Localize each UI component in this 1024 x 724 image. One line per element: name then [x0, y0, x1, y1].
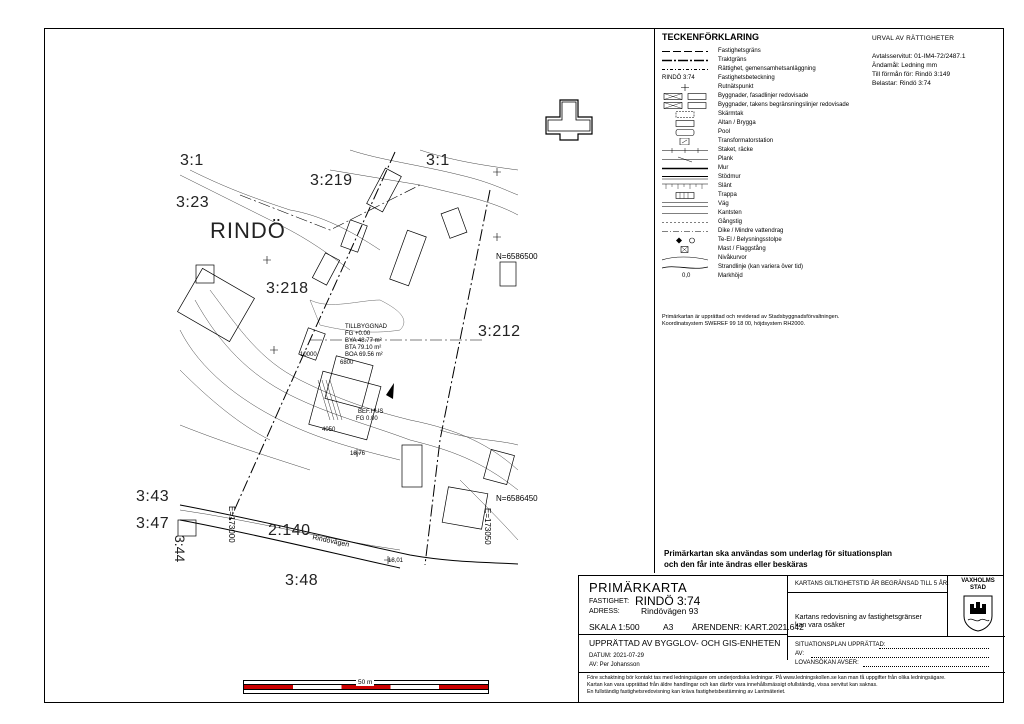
- rights-line: Avtalsservitut: 01-IM4-72/2487.1: [872, 53, 966, 60]
- legend-item: Stödmur: [718, 174, 741, 180]
- coord-n1: N=6586500: [496, 252, 538, 261]
- legend-item: Strandlinje (kan variera över tid): [662, 263, 892, 272]
- house-label: BEF.HUS: [358, 409, 384, 415]
- title-block: [578, 575, 1004, 703]
- coord-e2: E=173050: [483, 508, 492, 545]
- parcel-label-3-218: 3:218: [266, 280, 309, 297]
- road-label: Rindövägen: [311, 534, 350, 549]
- sitplan-av-field[interactable]: [811, 657, 989, 658]
- municipality-crest-icon: [962, 594, 994, 632]
- legend-item: Plank: [662, 155, 892, 164]
- legend-item: Staket, räcke: [662, 146, 892, 155]
- parcel-label-3-23: 3:23: [176, 194, 210, 211]
- parcel-label-3-44: 3:44: [172, 535, 188, 563]
- spot-height-2: 18,01: [388, 558, 404, 564]
- area-name: RINDÖ: [210, 218, 286, 243]
- lovansokan-field[interactable]: [863, 666, 989, 667]
- annex-title: TILLBYGGNAD: [345, 324, 388, 330]
- parcel-label-3-1-west: 3:1: [180, 152, 204, 169]
- legend-item: Väg: [718, 201, 729, 207]
- legend-title: TECKENFÖRKLARING: [662, 32, 759, 42]
- datum: DATUM: 2021-07-29: [589, 653, 644, 659]
- annex-boa: BOA 69.56 m²: [345, 352, 383, 358]
- legend-item: Mur: [718, 165, 729, 171]
- coord-e1: E=173000: [227, 506, 236, 543]
- legend-item: Fastighetsgräns: [718, 48, 761, 54]
- legend-item: Gångstig: [718, 219, 743, 225]
- rights-line: Ändamål: Ledning mm: [872, 62, 938, 69]
- legend-item: Traktgräns: [718, 57, 747, 63]
- municipality-name: VAXHOLMS STAD: [961, 578, 995, 591]
- sitplan-av-label: AV:: [795, 651, 805, 657]
- author: AV: Per Johansson: [589, 662, 640, 668]
- rights-line: Till förmån för: Rindö 3:149: [872, 71, 951, 78]
- legend-item: Altan / Brygga: [662, 119, 892, 128]
- annex-fg: FG +0.00: [345, 331, 371, 337]
- dim-4050: 4050: [322, 427, 336, 433]
- legend-item: Kantsten: [718, 210, 742, 216]
- legend-item: Byggnader, takens begränsningslinjer redovisade: [662, 101, 892, 110]
- legend-item: Skärmtak: [662, 110, 892, 119]
- legend-item: Dike / Mindre vattendrag: [718, 228, 784, 234]
- dim-6800: 6800: [340, 360, 354, 366]
- adress-value: Rindövägen 93: [641, 606, 699, 616]
- house-fg: FG 0.00: [356, 416, 378, 422]
- parcel-label-2-140: 2:140: [268, 522, 311, 539]
- parcel-label-3-1-east: 3:1: [426, 152, 450, 169]
- parcel-label-3-48: 3:48: [285, 572, 319, 589]
- legend-item: Transformatorstation: [662, 137, 892, 146]
- parcel-label-3-43: 3:43: [136, 488, 170, 505]
- legend-item: Pool: [662, 128, 892, 137]
- boundary-note-1: Kartans redovisning av fastighetsgränser: [795, 614, 922, 621]
- legend-item: Slänt: [662, 182, 892, 191]
- lovansokan-label: LOVANSÖKAN AVSER:: [795, 660, 859, 666]
- fastighet-label: FASTIGHET:: [589, 598, 630, 605]
- boundary-note-2: kan vara osäker: [795, 622, 845, 629]
- usage-warning: Primärkartan ska användas som underlag för situationsplan och den får inte ändras eller beskäras: [664, 549, 893, 569]
- title: PRIMÄRKARTA: [589, 580, 688, 595]
- fastighet-value: RINDÖ 3:74: [635, 594, 701, 608]
- skala: SKALA 1:500: [589, 622, 640, 632]
- legend-note: Primärkartan är upprättad och reviderad av Stadsbyggnadsförvaltningen. Koordinatsystem SWEREF 99 18 00, höjdsystem RH2000.: [662, 314, 840, 327]
- rights-panel: [872, 34, 965, 88]
- parcel-label-3-212: 3:212: [478, 323, 521, 340]
- legend-item: RINDÖ 3:74 Fastighetsbeteckning: [662, 75, 775, 81]
- sitplan-label: SITUATIONSPLAN UPPRÄTTAD:: [795, 642, 886, 648]
- adress-label: ADRESS:: [589, 608, 620, 615]
- legend-item: Te-El / Belysningsstolpe: [662, 236, 892, 245]
- arendenr: ÄRENDENR: KART.2021.642: [692, 622, 804, 632]
- legend-item: Rättighet, gemensamhetsanläggning: [718, 66, 816, 72]
- scale-bar: [243, 680, 489, 694]
- rights-line: Belastar: Rindö 3:74: [872, 80, 931, 87]
- legend-item: Trappa: [662, 191, 892, 200]
- legend-item: Byggnader, fasadlinjer redovisade: [662, 92, 892, 101]
- dim-10000: 10000: [300, 352, 317, 358]
- annex-bta: BTA 79.10 m²: [345, 345, 382, 351]
- scale-label: 50 m: [358, 679, 373, 686]
- parcel-label-3-47: 3:47: [136, 515, 170, 532]
- parcel-label-3-219: 3:219: [310, 172, 353, 189]
- annex-bya: BYA 48.77 m²: [345, 338, 382, 344]
- spot-height-1: 18,76: [350, 451, 366, 457]
- coord-n2: N=6586450: [496, 494, 538, 503]
- legend-item: Mast / Flaggstång: [662, 245, 892, 254]
- rights-title: URVAL AV RÄTTIGHETER: [872, 35, 955, 42]
- legend-item: Rutnätspunkt: [662, 83, 892, 92]
- legend-item: Nivåkurvor: [662, 254, 892, 263]
- format: A3: [663, 622, 674, 632]
- sitplan-field[interactable]: [879, 648, 989, 649]
- validity: KARTANS GILTIGHETSTID ÄR BEGRÄNSAD TILL 5 ÅR.: [795, 581, 949, 587]
- prepared-by: UPPRÄTTAD AV BYGGLOV- OCH GIS-ENHETEN: [589, 638, 781, 648]
- legend-item: 0,0 Markhöjd: [682, 273, 743, 279]
- footer-note: Före schaktning bör kontakt tas med ledningsägare om underjordiska ledningar. På www.ledningskollen.se kan man få uppgifter från olika ledningsägare. Kartan kan vara upprättad från äldre handlingar och kan därför vara innehållsmässigt ofullständig, vissa servitut kan saknas. En fullständig fastighetsredovisning kan kräva fastighetsbestämning av Lantmäteriet.: [587, 675, 946, 695]
